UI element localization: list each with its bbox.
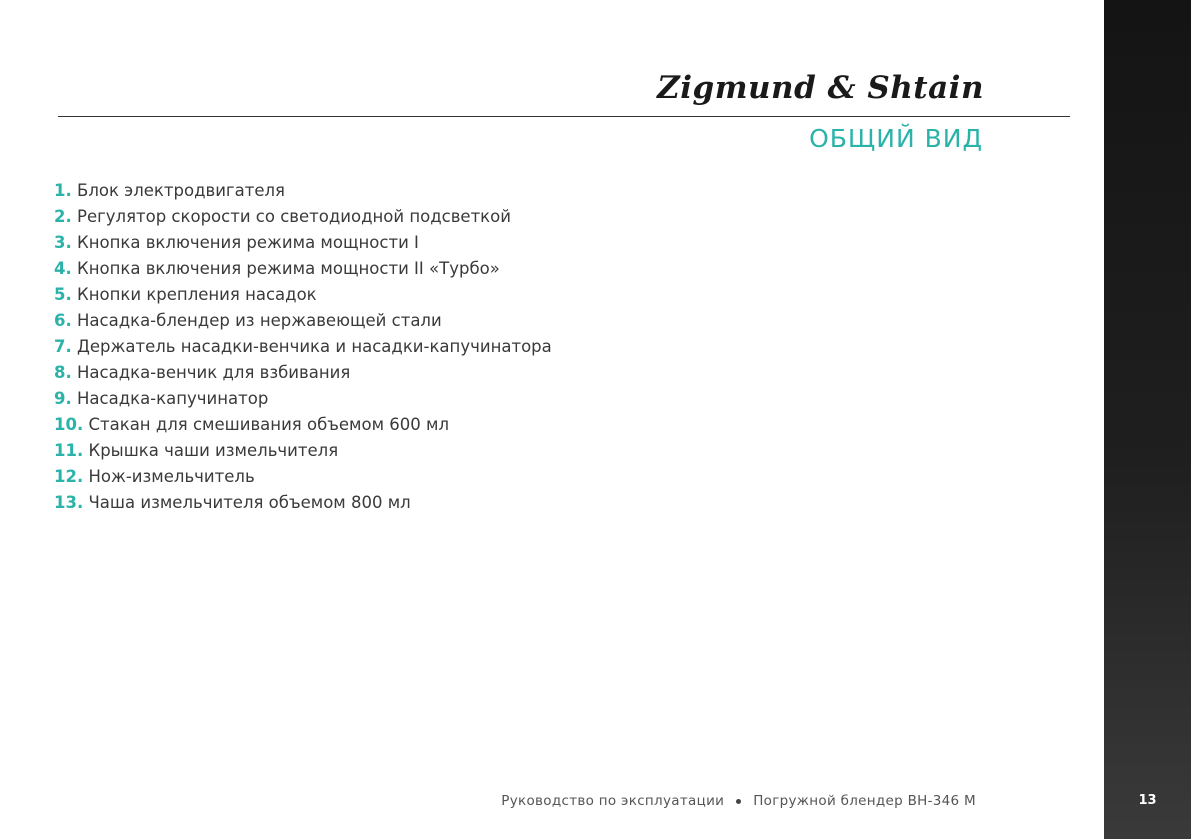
page-footer — [501, 793, 976, 809]
part-number: 7. — [54, 337, 72, 356]
part-label: Держатель насадки-венчика и насадки-капучинатора — [77, 337, 552, 356]
part-label: Насадка-венчик для взбивания — [77, 363, 351, 382]
parts-list — [54, 178, 552, 516]
part-label: Кнопка включения режима мощности I — [77, 233, 419, 252]
brand-logo: Zigmund & Shtain — [657, 70, 984, 106]
part-label: Блок электродвигателя — [77, 181, 285, 200]
part-number: 8. — [54, 363, 72, 382]
part-number: 12. — [54, 467, 84, 486]
footer-product-label: Погружной блендер BH-346 M — [753, 793, 976, 809]
part-number: 3. — [54, 233, 72, 252]
dark-side-bar — [1104, 0, 1191, 839]
header-divider — [58, 116, 1070, 117]
part-label: Нож-измельчитель — [88, 467, 255, 486]
part-label: Насадка-капучинатор — [77, 389, 269, 408]
part-item-11 — [54, 438, 552, 464]
part-number: 13. — [54, 493, 84, 512]
bullet-separator-icon — [736, 799, 741, 804]
part-item-2 — [54, 204, 552, 230]
part-item-13 — [54, 490, 552, 516]
part-item-12 — [54, 464, 552, 490]
part-number: 5. — [54, 285, 72, 304]
part-label: Кнопки крепления насадок — [77, 285, 317, 304]
part-number: 10. — [54, 415, 84, 434]
part-label: Регулятор скорости со светодиодной подсветкой — [77, 207, 511, 226]
part-item-5 — [54, 282, 552, 308]
part-number: 1. — [54, 181, 72, 200]
part-label: Крышка чаши измельчителя — [88, 441, 339, 460]
part-item-9 — [54, 386, 552, 412]
part-label: Кнопка включения режима мощности II «Турбо» — [77, 259, 500, 278]
part-item-8 — [54, 360, 552, 386]
part-number: 9. — [54, 389, 72, 408]
page-number: 13 — [1138, 793, 1157, 808]
part-item-1 — [54, 178, 552, 204]
part-item-6 — [54, 308, 552, 334]
part-number: 4. — [54, 259, 72, 278]
part-number: 6. — [54, 311, 72, 330]
footer-manual-label: Руководство по эксплуатации — [501, 793, 725, 809]
part-item-10 — [54, 412, 552, 438]
part-label: Насадка-блендер из нержавеющей стали — [77, 311, 442, 330]
part-item-4 — [54, 256, 552, 282]
part-label: Чаша измельчителя объемом 800 мл — [88, 493, 411, 512]
part-label: Стакан для смешивания объемом 600 мл — [88, 415, 450, 434]
part-item-7 — [54, 334, 552, 360]
part-number: 2. — [54, 207, 72, 226]
part-number: 11. — [54, 441, 84, 460]
section-title: ОБЩИЙ ВИД — [809, 124, 983, 153]
part-item-3 — [54, 230, 552, 256]
